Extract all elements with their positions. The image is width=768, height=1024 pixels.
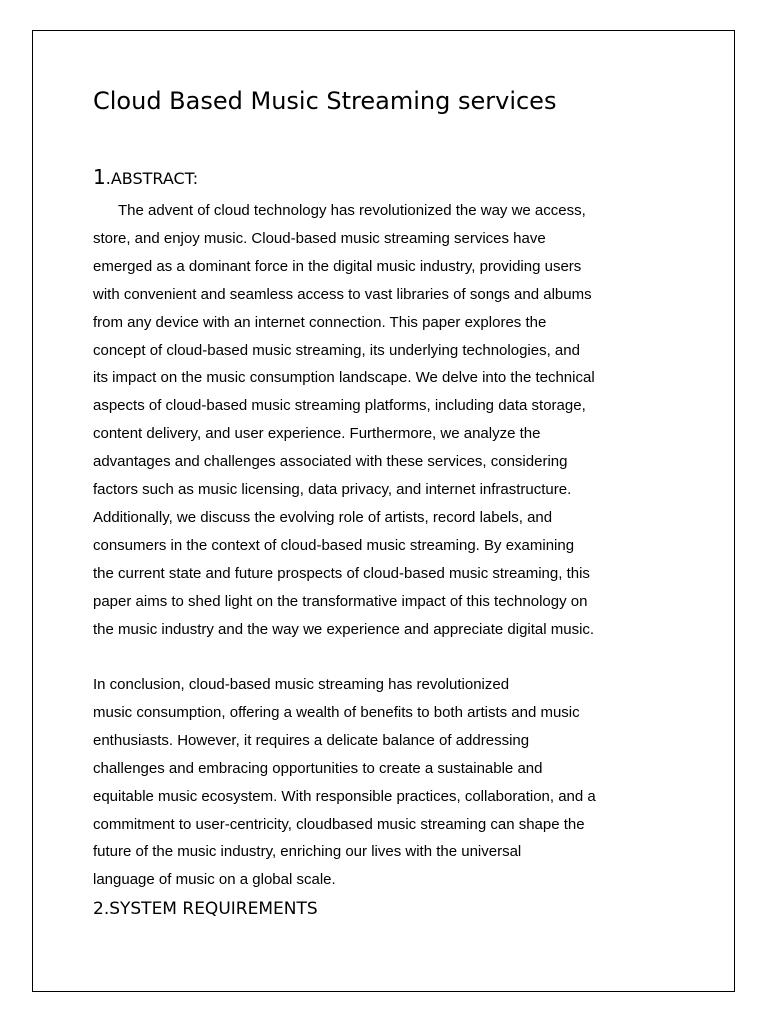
paragraph-line: with convenient and seamless access to vast libraries of songs and albums xyxy=(93,285,592,303)
paragraph-line: factors such as music licensing, data privacy, and internet infrastructure. xyxy=(93,481,572,499)
paragraph-line: commitment to user-centricity, cloudbased music streaming can shape the xyxy=(93,815,585,833)
paragraph-line: In conclusion, cloud-based music streaming has revolutionized xyxy=(93,676,510,693)
paragraph-line: its impact on the music consumption landscape. We delve into the technical xyxy=(93,369,595,387)
paragraph-line: music consumption, offering a wealth of benefits to both artists and music xyxy=(93,703,580,721)
paragraph-line: content delivery, and user experience. Furthermore, we analyze the xyxy=(93,425,541,443)
paragraph-line: paper aims to shed light on the transformative impact of this technology on xyxy=(93,592,588,610)
paragraph-line: the current state and future prospects of cloud-based music streaming, this xyxy=(93,564,590,582)
paragraph-line: enthusiasts. However, it requires a delicate balance of addressing xyxy=(93,731,530,749)
paragraph-line: emerged as a dominant force in the digital music industry, providing users xyxy=(93,257,582,275)
paragraph-line: aspects of cloud-based music streaming platforms, including data storage, xyxy=(93,397,586,415)
paragraph-line: concept of cloud-based music streaming, its underlying technologies, and xyxy=(93,341,580,359)
paragraph-line: The advent of cloud technology has revolutionized the way we access, xyxy=(118,202,586,219)
document-page xyxy=(32,30,735,992)
paragraph-line: advantages and challenges associated with these services, considering xyxy=(93,453,568,471)
paragraph-line: language of music on a global scale. xyxy=(93,871,336,889)
document-title: Cloud Based Music Streaming services xyxy=(93,87,557,115)
paragraph-line: future of the music industry, enriching our lives with the universal xyxy=(93,843,522,861)
conclusion-paragraph xyxy=(93,671,633,894)
paragraph-line: equitable music ecosystem. With responsible practices, collaboration, and a xyxy=(93,787,596,805)
paragraph-line: consumers in the context of cloud-based music streaming. By examining xyxy=(93,536,575,554)
paragraph-line: Additionally, we discuss the evolving role of artists, record labels, and xyxy=(93,508,553,526)
system-requirements-heading: 2.SYSTEM REQUIREMENTS xyxy=(93,899,318,919)
abstract-heading-label: .ABSTRACT: xyxy=(105,169,199,188)
paragraph-line: store, and enjoy music. Cloud-based music streaming services have xyxy=(93,229,546,247)
paragraph-line: from any device with an internet connection. This paper explores the xyxy=(93,313,547,331)
abstract-heading-number: 1 xyxy=(93,165,106,189)
paragraph-line: the music industry and the way we experience and appreciate digital music. xyxy=(93,620,595,638)
abstract-heading xyxy=(93,165,198,191)
abstract-paragraph xyxy=(93,197,633,644)
paragraph-line: challenges and embracing opportunities to create a sustainable and xyxy=(93,759,543,777)
